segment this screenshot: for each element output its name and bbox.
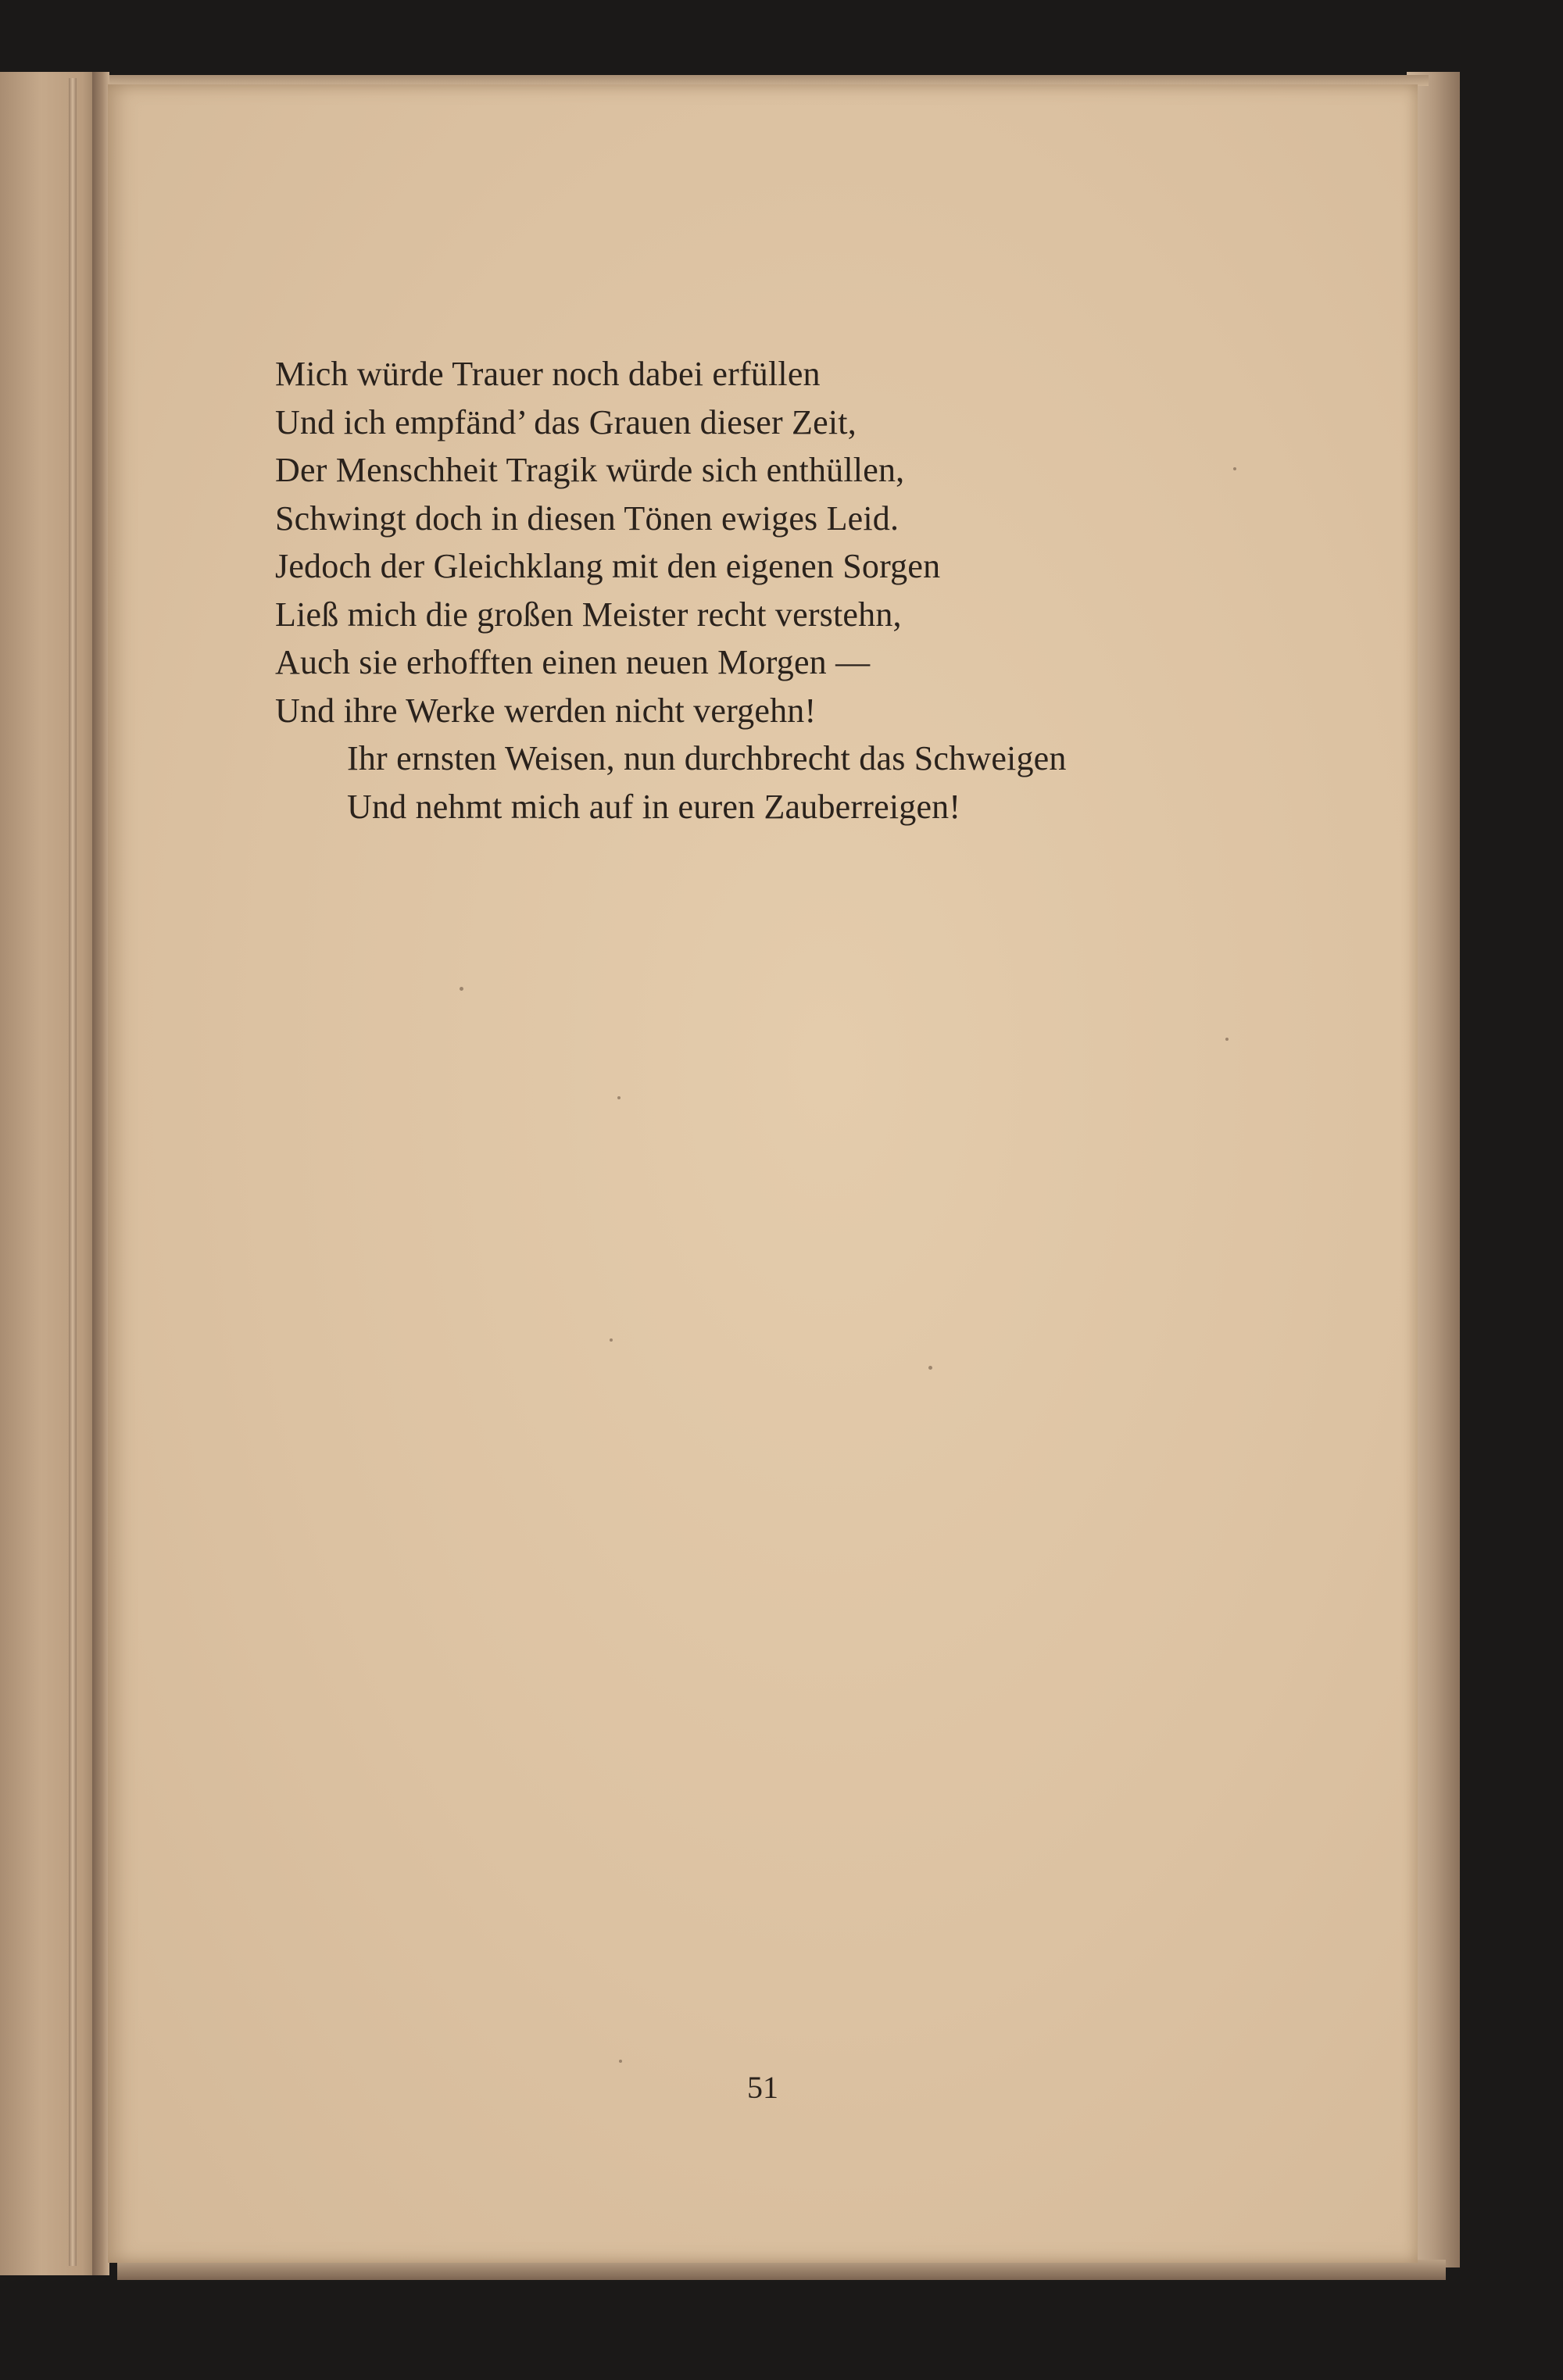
poem-line: Jedoch der Gleichklang mit den eigenen Sorgen [275,547,941,585]
paper-speck [617,1096,621,1099]
paper-speck [610,1338,613,1342]
paper-speck [928,1366,932,1370]
paper-speck [1233,467,1236,470]
left-page-edge [0,72,103,2275]
poem-line: Und ich empfänd’ das Grauen dieser Zeit, [275,402,857,441]
poem-line-indented: Und nehmt mich auf in euren Zauberreigen! [347,787,961,826]
poem-line-indented: Ihr ernsten Weisen, nun durchbrecht das Schweigen [347,739,1067,777]
poem-line: Der Menschheit Tragik würde sich enthüllen, [275,451,905,489]
left-page-fold [69,78,77,2266]
page-number: 51 [747,2070,778,2105]
poem-line: Ließ mich die großen Meister recht verstehn, [275,595,902,634]
paper-speck [460,987,463,991]
poem-line: Und ihre Werke werden nicht vergehn! [275,691,817,730]
paper-speck [1225,1038,1229,1041]
paper-speck [619,2060,622,2063]
poem-text [275,350,1291,831]
poem-line: Auch sie erhofften einen neuen Morgen — [275,643,871,681]
poem-line: Mich würde Trauer noch dabei erfüllen [275,355,821,393]
poem-line: Schwingt doch in diesen Tönen ewiges Leid. [275,499,900,538]
book-page [108,84,1418,2263]
book-spine [92,72,109,2275]
